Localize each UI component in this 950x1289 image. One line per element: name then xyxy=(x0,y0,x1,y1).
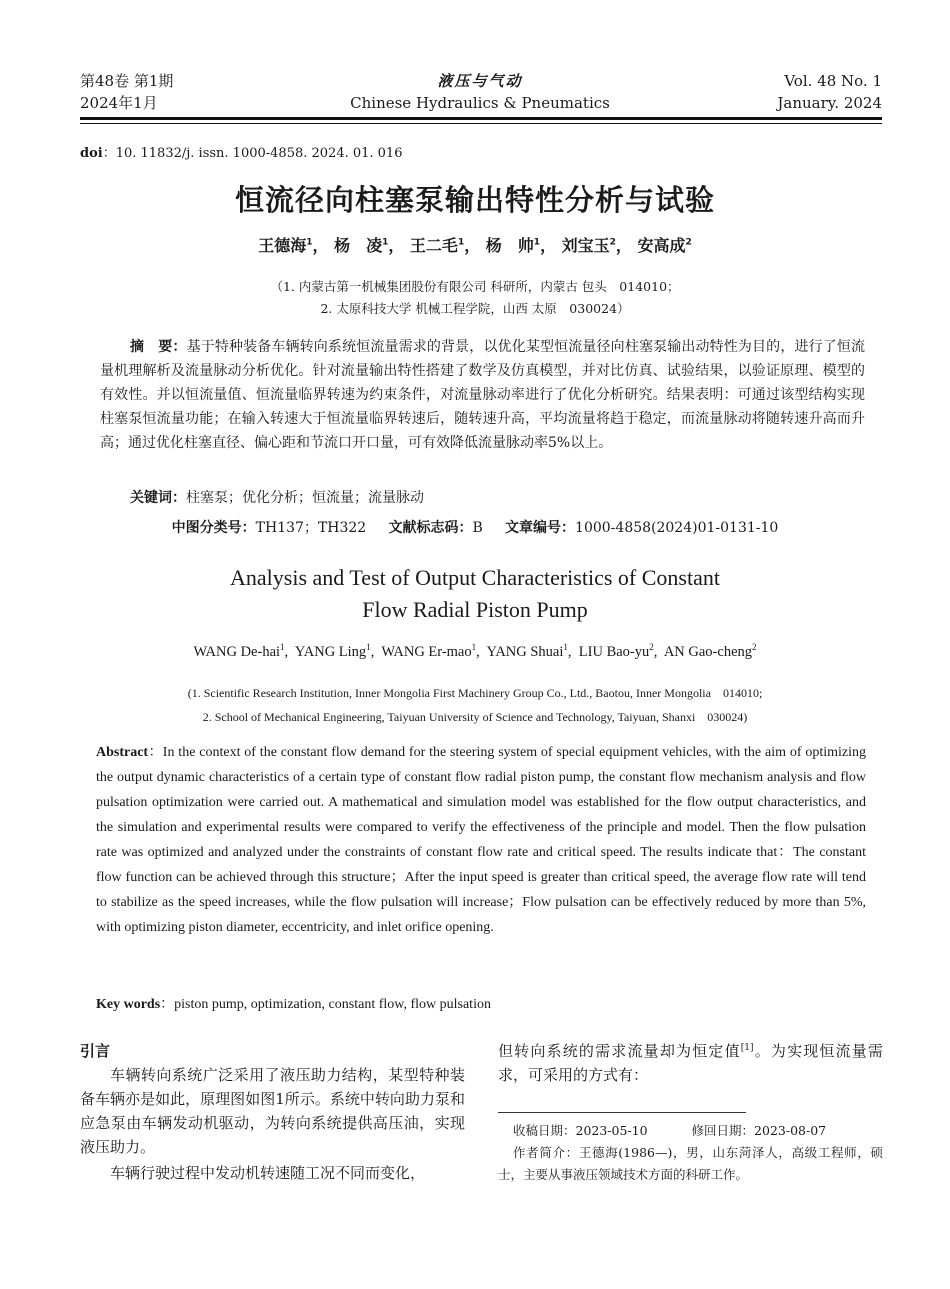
keywords-cn xyxy=(130,486,424,510)
author-cn: 王二毛$^1$ xyxy=(409,236,465,255)
affiliation-en-1: (1. Scientific Research Institution, Inner Mongolia First Machinery Group Co., Ltd., Baotou, Inner Mongolia 014010; xyxy=(187,686,763,700)
abstract-cn-text: 基于特种装备车辆转向系统恒流量需求的背景，以优化某型恒流量径向柱塞泵输出动特性为目的，进行了恒流量机理解析及流量脉动分析优化。针对流量输出特性搭建了数学及仿真模型，并对比仿真、试验结果，以验证原理、模型的有效性。并以恒流量值、恒流量临界转速为约束条件，对流量脉动率进行了优化分析研究。结果表明：可通过该型结构实现柱塞泵恒流量功能；在输入转速大于恒流量临界转速后，随转速升高，平均流量将趋于稳定，而流量脉动将随转速升高而升高；通过优化柱塞直径、偏心距和节流口开口量，可有效降低流量脉动率5%以上。 xyxy=(100,339,866,451)
abstract-en-label: Abstract xyxy=(96,745,149,760)
issue-volume-en: Vol. 48 No. 1 xyxy=(784,72,882,90)
footnote-author-bio: 作者简介：王德海(1986—)，男，山东菏泽人，高级工程师，硕士，主要从事液压领域技术方面的科研工作。 xyxy=(498,1145,883,1182)
abstract-en xyxy=(96,740,866,940)
author-en: YANG Ling$^1$ xyxy=(294,642,371,660)
affiliations-cn xyxy=(0,276,950,320)
author-cn: 王德海$^1$ xyxy=(258,236,313,255)
author-cn: 刘宝玉$^2$ xyxy=(561,236,616,255)
doccode-value: B xyxy=(472,520,483,536)
author-cn: 杨 帅$^1$ xyxy=(485,236,541,255)
doi xyxy=(80,142,402,161)
section-title-introduction: 引言 xyxy=(80,1042,111,1060)
header-rule-thin xyxy=(80,123,882,124)
abstract-cn xyxy=(100,335,865,455)
article-number-value: 1000-4858(2024)01-0131-10 xyxy=(575,520,779,536)
revised-date: 修回日期：2023-08-07 xyxy=(691,1123,827,1138)
paper-title-en-line1: Analysis and Test of Output Characteristics of Constant xyxy=(230,565,720,590)
authors-cn: 王德海$^1$， 杨 凌$^1$， 王二毛$^1$， 杨 帅$^1$， 刘宝玉$^2$， 安高成$^2$ xyxy=(258,236,692,255)
author-en: WANG De-hai$^1$ xyxy=(193,642,285,660)
paper-title-en-line2: Flow Radial Piston Pump xyxy=(362,597,588,622)
paper-title-cn: 恒流径向柱塞泵输出特性分析与试验 xyxy=(234,183,715,217)
author-cn: 杨 凌$^1$ xyxy=(334,236,389,255)
issue-info xyxy=(80,70,173,114)
doi-value: ：10. 11832/j. issn. 1000-4858. 2024. 01. 016 xyxy=(102,146,403,161)
received-date: 收稿日期：2023-05-10 xyxy=(513,1123,648,1138)
issue-date-en: January. 2024 xyxy=(777,94,882,112)
article-number-label: 文章编号： xyxy=(505,520,576,536)
footnote-dates xyxy=(513,1120,826,1142)
class-label: 中图分类号： xyxy=(171,520,256,536)
journal-title-cn: 液压与气动 xyxy=(437,72,523,90)
author-en: YANG Shuai$^1$ xyxy=(486,642,568,660)
affiliations-en xyxy=(0,681,950,729)
author-en: LIU Bao-$yu^2$ xyxy=(578,642,654,660)
keywords-en-text: ：piston pump, optimization, constant flow, flow pulsation xyxy=(160,997,491,1012)
author-cn: 安高成$^2$ xyxy=(637,236,692,255)
doccode-label: 文献标志码： xyxy=(388,520,473,536)
keywords-cn-label: 关键词： xyxy=(130,490,186,506)
citation-ref: [1] xyxy=(740,1043,754,1053)
keywords-en-label: Key words xyxy=(96,997,161,1012)
intro-paragraph-2: 车辆行驶过程中发动机转速随工况不同而变化， xyxy=(110,1164,426,1182)
author-en: WANG Er-mao$^1$ xyxy=(381,642,477,660)
affiliation-cn-1: （1. 内蒙古第一机械集团股份有限公司 科研所，内蒙古 包头 014010； xyxy=(270,279,680,294)
abstract-en-text: ：In the context of the constant flow demand for the steering system of special equipment vehicles, with the aim of optimizing the output dynamic characteristics of a certain type of constant flow radial piston pump, the constant flow mechanism analysis and flow pulsation optimization were carried out. A mathematical and simulation model was established for the flow output characteristics, and the simulation and experimental results were compared to verify the effectiveness of the principle and model. Then the flow pulsation rate was optimized and analyzed under the constraints of constant flow rate and critical speed. The results indicate that：The constant flow function can be achieved through this structure；After the input speed is greater than critical speed, the average flow rate will tend to stabilize as the speed increases, while the flow pulsation will increase；Flow pulsation can be effectively reduced by more than 5%, with optimizing piston diameter, eccentricity, and inlet orifice opening. xyxy=(96,745,866,935)
keywords-cn-text: 柱塞泵；优化分析；恒流量；流量脉动 xyxy=(186,490,424,506)
affiliation-cn-2: 2. 太原科技大学 机械工程学院，山西 太原 030024） xyxy=(320,301,630,316)
abstract-cn-label: 摘 要： xyxy=(130,339,187,355)
classification-line xyxy=(0,517,950,537)
intro-paragraph-1: 车辆转向系统广泛采用了液压助力结构，某型特种装备车辆亦是如此，原理图如图1所示。系统中转向助力泵和应急泵由车辆发动机驱动，为转向系统提供高压油，实现液压助力。 xyxy=(80,1066,465,1156)
journal-title-en: Chinese Hydraulics & Pneumatics xyxy=(350,94,610,112)
authors-en: WANG De-hai$^1$, YANG Ling$^1$, WANG Er-mao$^1$, YANG Shuai$^1$, LIU Bao-$yu^2$, AN Gao-cheng$^2$ xyxy=(193,642,757,660)
author-en: AN Gao-cheng$^2$ xyxy=(663,642,757,660)
header-rule-thick xyxy=(80,117,882,120)
journal-name xyxy=(300,70,660,114)
class-value: TH137；TH322 xyxy=(255,520,367,536)
keywords-en xyxy=(96,992,491,1017)
footnote-rule xyxy=(498,1112,746,1113)
paper-title-en xyxy=(0,562,950,626)
right-column-paragraph: 但转向系统的需求流量却为恒定值[1]。为实现恒流量需求，可采用的方式有： xyxy=(498,1042,883,1084)
issue-info-en xyxy=(777,70,882,114)
doi-label: doi xyxy=(80,146,103,161)
issue-date: 2024年1月 xyxy=(80,94,158,112)
affiliation-en-2: 2. School of Mechanical Engineering, Taiyuan University of Science and Technology, Taiyuan, Shanxi 030024) xyxy=(202,710,748,724)
issue-volume: 第48卷 第1期 xyxy=(80,72,174,90)
